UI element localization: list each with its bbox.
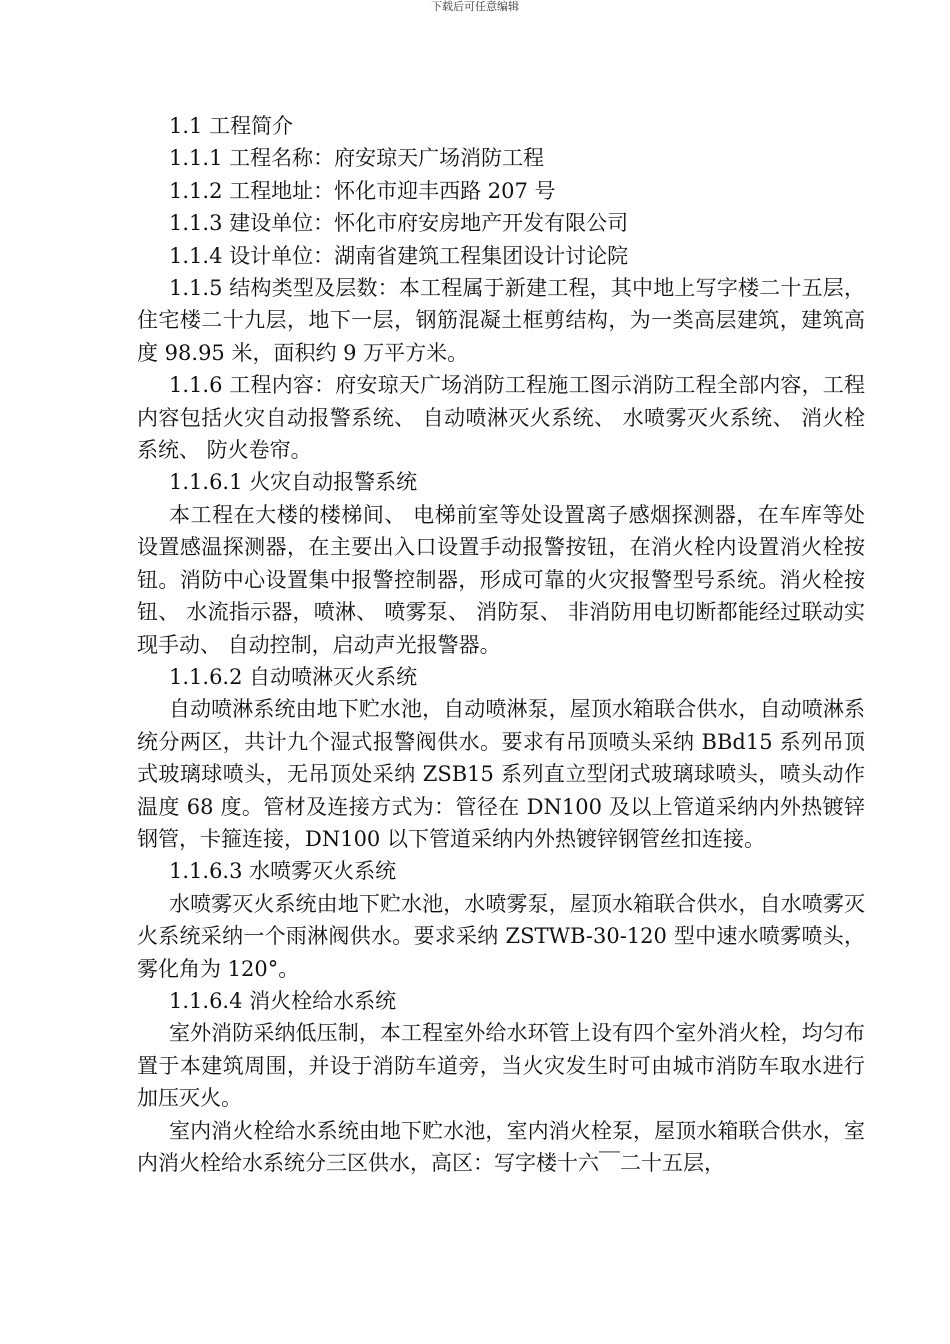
- alarm-paragraph: 本工程在大楼的楼梯间、 电梯前室等处设置离子感烟探测器，在车库等处设置感温探测器，在主要出入口设置手动报警按钮，在消火栓内设置消火栓按钮。消防中心设置集中报警控制器，形成可靠的火灾报警型号系统。消火栓按钮、 水流指示器，喷淋、 喷雾泵、 消防泵、 非消防用电切断都能经过联动实现手动、 自动控制，启动声光报警器。: [137, 502, 865, 657]
- page-header: 下载后可任意编辑: [431, 0, 519, 13]
- section-title: 1.1 工程简介: [169, 114, 294, 138]
- structure-paragraph: 1.1.5 结构类型及层数：本工程属于新建工程，其中地上写字楼二十五层，住宅楼二十九层，地下一层，钢筋混凝土框剪结构，为一类高层建筑，建筑高度 98.95 米，面积约 9 万平方米。: [137, 276, 865, 365]
- builder: 1.1.3 建设单位：怀化市府安房地产开发有限公司: [169, 211, 629, 236]
- project-address: 1.1.2 工程地址：怀化市迎丰西路 207 号: [169, 178, 556, 203]
- sprinkler-heading: 1.1.6.2 自动喷淋灭火系统: [169, 664, 418, 689]
- mist-paragraph: 水喷雾灭火系统由地下贮水池，水喷雾泵，屋顶水箱联合供水，自水喷雾灭火系统采纳一个雨淋阀供水。要求采纳 ZSTWB-30-120 型中速水喷雾喷头，雾化角为 120°。: [137, 891, 866, 981]
- document-body: [137, 110, 865, 1179]
- alarm-heading: 1.1.6.1 火灾自动报警系统: [169, 470, 418, 495]
- scope-paragraph: 1.1.6 工程内容：府安琼天广场消防工程施工图示消防工程全部内容，工程内容包括火灾自动报警系统、 自动喷淋灭火系统、 水喷雾灭火系统、 消火栓系统、 防火卷帘。: [137, 373, 865, 463]
- hydrant-heading: 1.1.6.4 消火栓给水系统: [169, 988, 397, 1013]
- mist-heading: 1.1.6.3 水喷雾灭火系统: [169, 859, 397, 884]
- project-name: 1.1.1 工程名称：府安琼天广场消防工程: [169, 146, 545, 171]
- hydrant-indoor-paragraph: 室内消火栓给水系统由地下贮水池，室内消火栓泵，屋顶水箱联合供水，室内消火栓给水系统分三区供水，高区：写字楼十六￣二十五层，: [137, 1118, 865, 1175]
- sprinkler-paragraph: 自动喷淋系统由地下贮水池，自动喷淋泵，屋顶水箱联合供水，自动喷淋系统分两区，共计九个湿式报警阀供水。要求有吊顶喷头采纳 BBd15 系列吊顶式玻璃球喷头，无吊顶处采纳 ZSB15 系列直立型闭式玻璃球喷头，喷头动作温度 68 度。管材及连接方式为：管径在 DN100 及以上管道采纳内外热镀锌钢管，卡箍连接，DN100 以下管道采纳内外热镀锌钢管丝扣连接。: [137, 697, 865, 851]
- hydrant-outdoor-paragraph: 室外消防采纳低压制，本工程室外给水环管上设有四个室外消火栓，均匀布置于本建筑周围，并设于消防车道旁，当火灾发生时可由城市消防车取水进行加压灭火。: [137, 1021, 865, 1111]
- designer: 1.1.4 设计单位：湖南省建筑工程集团设计讨论院: [169, 243, 629, 268]
